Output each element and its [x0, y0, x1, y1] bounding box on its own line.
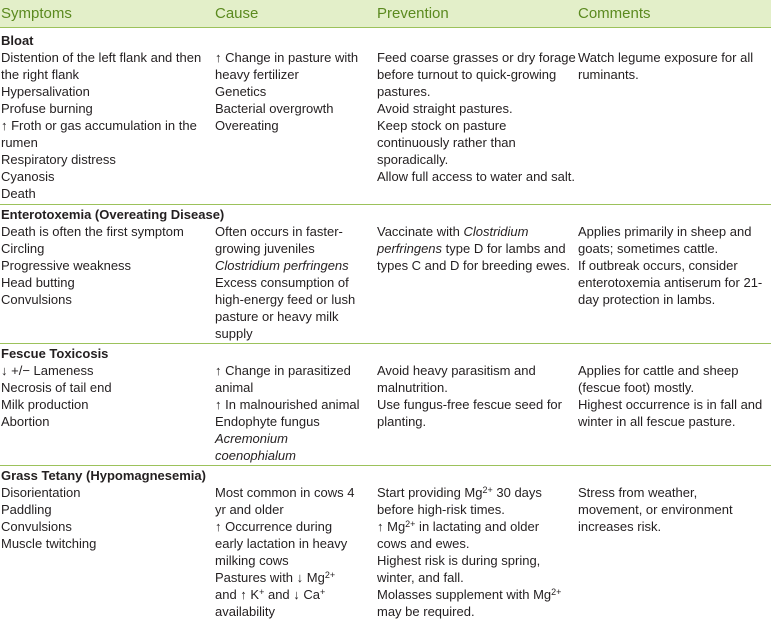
symptom-item: Abortion: [1, 414, 50, 429]
cause-text: and ↓ Ca: [264, 587, 321, 602]
prevention-text: Vaccinate with: [377, 224, 464, 239]
cause-cell: [215, 223, 365, 342]
prevention-item: Allow full access to water and salt.: [377, 169, 575, 184]
cause-item: Overeating: [215, 118, 279, 133]
symptom-item: Profuse burning: [1, 101, 93, 116]
prevention-cell: [377, 484, 567, 620]
prevention-item: Avoid straight pastures.: [377, 101, 513, 116]
header-prevention: Prevention: [377, 5, 449, 22]
row-divider: [0, 343, 771, 344]
prevention-cell: [377, 362, 579, 430]
section-title: Bloat: [1, 33, 34, 48]
cause-item: ↑ Change in pasture with heavy fertilizer: [215, 50, 359, 82]
comment-item: If outbreak occurs, consider enterotoxemia antiserum for 21-day protection in lambs.: [578, 258, 763, 307]
symptoms-cell: [1, 223, 206, 308]
symptom-item: Convulsions: [1, 292, 72, 307]
symptom-item: ↑ Froth or gas accumulation in the rumen: [1, 118, 197, 150]
symptom-item: Disorientation: [1, 485, 81, 500]
symptom-item: ↓ +/− Lameness: [1, 363, 94, 378]
row-divider: [0, 465, 771, 466]
cause-cell: [215, 362, 365, 464]
cause-item: Often occurs in faster-growing juveniles: [215, 224, 343, 256]
prevention-cell: [377, 223, 579, 274]
section-title: Grass Tetany (Hypomagnesemia): [1, 468, 206, 483]
comment-item: Applies primarily in sheep and goats; sometimes cattle.: [578, 224, 752, 256]
cause-item: Bacterial overgrowth: [215, 101, 334, 116]
cause-item: ↑ In malnourished animal: [215, 397, 360, 412]
prevention-item: [377, 518, 567, 552]
prevention-item: [377, 586, 567, 620]
prevention-text: in lactating and older cows and ewes.: [377, 519, 540, 551]
symptom-item: Progressive weakness: [1, 258, 132, 273]
symptom-item: Circling: [1, 241, 45, 256]
symptoms-cell: [1, 362, 206, 430]
symptom-item: Death: [1, 186, 36, 201]
symptom-item: Head butting: [1, 275, 75, 290]
cause-item: ↑ Change in parasitized animal: [215, 363, 351, 395]
cause-text: availability: [215, 604, 275, 619]
symptom-item: Convulsions: [1, 519, 72, 534]
prevention-text: type D for lambs and types C and D for breeding ewes.: [377, 241, 570, 273]
prevention-item: [377, 223, 579, 274]
header-symptoms: Symptoms: [1, 5, 72, 22]
cause-item: Clostridium perfringens: [215, 258, 349, 273]
ion-superscript: +: [320, 587, 326, 597]
prevention-text: ↑ Mg: [377, 519, 406, 534]
cause-item: ↑ Occurrence during early lactation in heavy milking cows: [215, 519, 348, 568]
cause-text: and ↑ K: [215, 587, 260, 602]
table-header: [0, 0, 771, 28]
ion-superscript: 2+: [324, 570, 336, 580]
cause-cell: [215, 484, 355, 620]
prevention-item: Avoid heavy parasitism and malnutrition.: [377, 363, 536, 395]
prevention-item: Highest risk is during spring, winter, and fall.: [377, 553, 541, 585]
ion-superscript: 2+: [551, 587, 562, 597]
header-comments: Comments: [578, 5, 651, 22]
cause-cell: [215, 49, 365, 134]
comment-item: Highest occurrence is in fall and winter in all fescue pasture.: [578, 397, 763, 429]
comment-item: Watch legume exposure for all ruminants.: [578, 50, 754, 82]
symptoms-cell: [1, 484, 206, 552]
prevention-item: Keep stock on pasture continuously rather than sporadically.: [377, 118, 516, 167]
symptom-item: Necrosis of tail end: [1, 380, 112, 395]
symptoms-cell: [1, 49, 206, 202]
comments-cell: [578, 223, 763, 308]
comment-item: Applies for cattle and sheep (fescue foot) mostly.: [578, 363, 739, 395]
ion-superscript: 2+: [482, 485, 493, 495]
prevention-item: Feed coarse grasses or dry forage before turnout to quick-growing pastures.: [377, 50, 576, 99]
comments-cell: [578, 49, 763, 83]
symptom-item: Milk production: [1, 397, 89, 412]
cause-item: Endophyte fungus: [215, 414, 320, 429]
cause-text: Pastures with ↓ Mg: [215, 570, 325, 585]
cause-item: Most common in cows 4 yr and older: [215, 485, 355, 517]
prevention-cell: [377, 49, 579, 185]
cause-item: [215, 569, 355, 620]
cause-item: Genetics: [215, 84, 267, 99]
row-divider: [0, 204, 771, 205]
prevention-text: Molasses supplement with Mg: [377, 587, 552, 602]
comments-cell: [578, 484, 763, 535]
prevention-item: [377, 484, 567, 518]
ion-superscript: 2+: [405, 519, 416, 529]
symptom-item: Paddling: [1, 502, 52, 517]
header-cause: Cause: [215, 5, 259, 22]
cause-item: Acremonium coenophialum: [215, 431, 296, 463]
cause-item: Excess consumption of high-energy feed or lush pasture or heavy milk supply: [215, 275, 356, 341]
section-title: Enterotoxemia (Overeating Disease): [1, 207, 225, 222]
prevention-text: may be required.: [377, 604, 475, 619]
comment-item: Stress from weather, movement, or environment increases risk.: [578, 485, 733, 534]
symptom-item: Muscle twitching: [1, 536, 97, 551]
prevention-item: Use fungus-free fescue seed for planting.: [377, 397, 562, 429]
section-title: Fescue Toxicosis: [1, 346, 109, 361]
ion-superscript: +: [259, 587, 265, 597]
symptom-item: Hypersalivation: [1, 84, 90, 99]
symptom-item: Cyanosis: [1, 169, 55, 184]
symptom-item: Death is often the first symptom: [1, 224, 184, 239]
organism-name: Clostridium perfringens: [377, 224, 529, 256]
prevention-text: Start providing Mg: [377, 485, 483, 500]
symptom-item: Respiratory distress: [1, 152, 116, 167]
prevention-text: 30 days before high-risk times.: [377, 485, 542, 517]
symptom-item: Distention of the left flank and then the right flank: [1, 50, 202, 82]
comments-cell: [578, 362, 763, 430]
